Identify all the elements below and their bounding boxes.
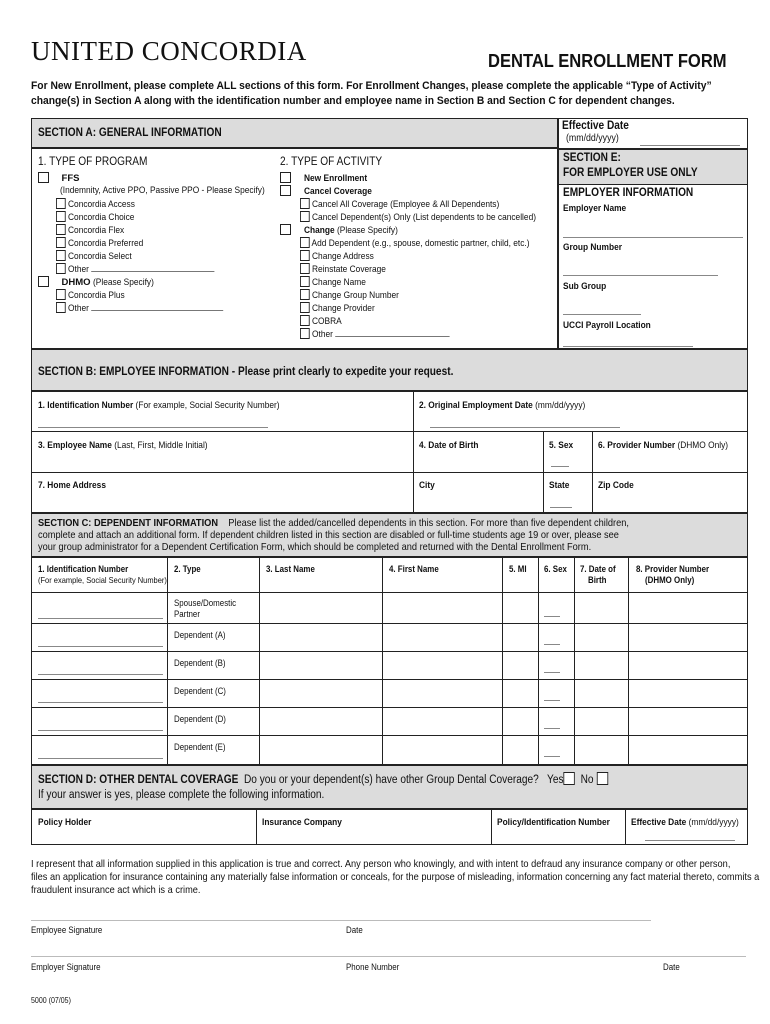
dependent-id-input[interactable] xyxy=(38,674,163,675)
option-label: Change Group Number xyxy=(312,290,399,301)
dob-label: 4. Date of Birth xyxy=(419,440,479,451)
employee-signature-label: Employee Signature xyxy=(31,925,103,935)
city-label: City xyxy=(419,480,435,491)
section-c-title: SECTION C: DEPENDENT INFORMATION xyxy=(38,517,219,529)
sub-group-label: Sub Group xyxy=(563,281,607,292)
new-enrollment-label: New Enrollment xyxy=(304,173,368,184)
section-c-line-1 xyxy=(38,517,742,529)
change-option xyxy=(300,276,366,288)
ffs-row xyxy=(38,172,79,184)
section-c-text-1: Please list the added/cancelled dependents in this section. For more than five dependent children, xyxy=(228,517,629,529)
divider xyxy=(31,679,748,680)
zip-code-label: Zip Code xyxy=(598,480,634,491)
policy-holder-label: Policy Holder xyxy=(38,817,92,828)
section-c-text xyxy=(38,517,742,553)
program-heading: 1. TYPE OF PROGRAM xyxy=(38,156,148,168)
dependent-sex-input[interactable] xyxy=(544,700,560,701)
section-c-line-2: complete and attach an additional form. If dependent children listed in this section are disabled or full-time students age 19 or over, please see xyxy=(38,529,619,541)
option-label: Cancel Dependent(s) Only (List dependents to be cancelled) xyxy=(312,212,537,223)
effective-date-d-note: (mm/dd/yyyy) xyxy=(688,817,739,828)
divider xyxy=(538,556,539,765)
col-sex-label: 6. Sex xyxy=(544,564,567,574)
dependent-sex-input[interactable] xyxy=(544,616,560,617)
change-option xyxy=(300,263,386,275)
ffs-option xyxy=(56,198,135,210)
divider xyxy=(625,808,626,845)
id-number-label: 1. Identification Number xyxy=(38,400,134,411)
orig-date-label-group xyxy=(419,400,585,411)
sub-group-input[interactable] xyxy=(563,314,641,315)
option-label: Concordia Flex xyxy=(68,225,125,236)
cancel-option xyxy=(300,211,536,223)
intro-text xyxy=(31,79,712,109)
state-label: State xyxy=(549,480,570,491)
checkbox[interactable] xyxy=(56,198,66,209)
dependent-sex-input[interactable] xyxy=(544,756,560,757)
checkbox[interactable] xyxy=(56,263,66,274)
provider-label: 6. Provider Number xyxy=(598,440,676,451)
employee-name-label: 3. Employee Name xyxy=(38,440,112,451)
ffs-option xyxy=(56,263,214,275)
attestation-text xyxy=(31,858,770,897)
divider xyxy=(543,431,544,513)
checkbox[interactable] xyxy=(300,211,310,222)
dependent-sex-input[interactable] xyxy=(544,644,560,645)
company-logo: UNITED CONCORDIA xyxy=(31,36,307,66)
state-input[interactable] xyxy=(550,507,572,508)
divider xyxy=(31,390,748,392)
dependent-type-label: Dependent (D) xyxy=(174,714,226,724)
checkbox[interactable] xyxy=(300,289,310,300)
intro-line-1: For New Enrollment, please complete ALL sections of this form. For Enrollment Changes, please complete the applicable “Type of Activity” xyxy=(31,80,712,92)
orig-date-label: 2. Original Employment Date xyxy=(419,400,533,411)
provider-note: (DHMO Only) xyxy=(677,440,729,451)
new-enrollment-row xyxy=(280,172,291,184)
divider xyxy=(167,556,168,765)
divider xyxy=(592,431,593,513)
cancel-option xyxy=(300,198,499,210)
divider xyxy=(557,184,748,185)
home-address-label: 7. Home Address xyxy=(38,480,106,491)
ffs-option xyxy=(56,237,143,249)
activity-heading: 2. TYPE OF ACTIVITY xyxy=(280,156,383,168)
divider xyxy=(31,735,748,736)
attestation-line-3: fraudulent insurance act which is a crime. xyxy=(31,884,201,896)
divider xyxy=(31,808,748,810)
ffs-note: (Indemnity, Active PPO, Passive PPO - Please Specify) xyxy=(60,185,265,196)
dhmo-label: DHMO xyxy=(61,277,91,288)
divider xyxy=(31,592,748,593)
change-option xyxy=(300,315,342,327)
checkbox[interactable] xyxy=(56,289,66,300)
checkbox[interactable] xyxy=(300,263,310,274)
checkbox[interactable] xyxy=(56,302,66,313)
dhmo-row xyxy=(38,276,162,288)
section-e-subtitle: FOR EMPLOYER USE ONLY xyxy=(563,167,698,179)
new-enrollment-checkbox[interactable] xyxy=(280,172,291,183)
dependent-type-label: Dependent (B) xyxy=(174,658,226,668)
section-c-line-3: your group administrator for a Dependent Certification Form, which should be completed and returned with the Dental Enrollment Form. xyxy=(38,541,592,553)
dhmo-checkbox[interactable] xyxy=(38,276,49,287)
phone-number-label: Phone Number xyxy=(346,962,400,972)
id-number-label-group xyxy=(38,400,280,411)
no-label: No xyxy=(580,774,594,786)
checkbox[interactable] xyxy=(56,237,66,248)
id-number-input[interactable] xyxy=(38,427,268,428)
change-label-group xyxy=(304,225,398,236)
change-option xyxy=(300,237,530,249)
option-label: Change Provider xyxy=(312,303,375,314)
effective-date-label: Effective Date xyxy=(562,120,629,132)
effective-date-format: (mm/dd/yyyy) xyxy=(566,133,619,144)
other-input[interactable] xyxy=(91,271,214,272)
divider xyxy=(31,651,748,652)
change-note: (Please Specify) xyxy=(336,225,398,236)
no-checkbox[interactable] xyxy=(596,772,607,785)
checkbox[interactable] xyxy=(300,276,310,287)
dependent-id-input[interactable] xyxy=(38,618,163,619)
employer-signature-line[interactable] xyxy=(31,956,746,957)
attestation-line-1: I represent that all information supplied in this application is true and correct. Any person who knowingly, and with intent to defraud any insurance company or other person, xyxy=(31,858,731,870)
cancel-coverage-label: Cancel Coverage xyxy=(304,186,372,197)
divider xyxy=(502,556,503,765)
option-label: Concordia Choice xyxy=(68,212,135,223)
dependent-type-label: Dependent (C) xyxy=(174,686,226,696)
yes-label: Yes xyxy=(547,774,564,786)
option-label: Cancel All Coverage (Employee & All Dependents) xyxy=(312,199,500,210)
divider xyxy=(31,707,748,708)
dependent-id-input[interactable] xyxy=(38,730,163,731)
divider xyxy=(31,431,748,432)
option-label: Other xyxy=(68,264,89,275)
dependent-id-input[interactable] xyxy=(38,758,163,759)
group-number-input[interactable] xyxy=(563,275,718,276)
orig-date-input[interactable] xyxy=(430,427,620,428)
option-label: Concordia Select xyxy=(68,251,132,262)
checkbox[interactable] xyxy=(56,250,66,261)
option-label: COBRA xyxy=(312,316,342,327)
date-label-1: Date xyxy=(346,925,363,935)
yes-checkbox[interactable] xyxy=(564,772,575,785)
section-d-question: Do you or your dependent(s) have other Group Dental Coverage? xyxy=(243,774,539,786)
option-label: Change Address xyxy=(312,251,374,262)
section-e-title: SECTION E: xyxy=(563,152,621,164)
divider xyxy=(413,390,414,513)
effective-date-d-label: Effective Date xyxy=(631,817,687,828)
checkbox[interactable] xyxy=(300,302,310,313)
other-input[interactable] xyxy=(335,336,449,337)
dhmo-option xyxy=(56,302,223,314)
divider xyxy=(259,556,260,765)
option-label: Other xyxy=(312,329,333,340)
dhmo-option xyxy=(56,289,125,301)
col-id-label: 1. Identification Number xyxy=(38,564,129,574)
form-title: DENTAL ENROLLMENT FORM xyxy=(488,51,727,71)
employee-name-label-group xyxy=(38,440,208,451)
sex-input[interactable] xyxy=(551,466,569,467)
dependent-sex-input[interactable] xyxy=(544,728,560,729)
divider xyxy=(574,556,575,765)
cancel-coverage-row xyxy=(280,185,291,197)
option-label: Concordia Plus xyxy=(68,290,125,301)
col-dob-label-2: Birth xyxy=(588,575,607,585)
col-mi-label: 5. MI xyxy=(509,564,527,574)
change-label: Change xyxy=(304,225,335,236)
cancel-coverage-checkbox[interactable] xyxy=(280,185,291,196)
option-label: Reinstate Coverage xyxy=(312,264,386,275)
change-option xyxy=(300,302,375,314)
intro-line-2: change(s) in Section A along with the identification number and employee name in Section B and Section C for dependent changes. xyxy=(31,95,675,107)
col-first-name-label: 4. First Name xyxy=(389,564,439,574)
divider xyxy=(31,472,748,473)
col-provider-label-2: (DHMO Only) xyxy=(645,575,695,585)
employee-name-note: (Last, First, Middle Initial) xyxy=(114,440,208,451)
option-label: Other xyxy=(68,303,89,314)
orig-date-note: (mm/dd/yyyy) xyxy=(535,400,586,411)
ffs-option xyxy=(56,250,132,262)
effective-date-d-input[interactable] xyxy=(645,840,735,841)
divider xyxy=(628,556,629,765)
section-d-line-1 xyxy=(38,772,742,788)
payroll-location-input[interactable] xyxy=(563,346,693,347)
employer-name-label: Employer Name xyxy=(563,203,627,214)
effective-date-input[interactable] xyxy=(640,145,740,146)
dependent-type-label: Spouse/Domestic Partner xyxy=(174,598,237,619)
checkbox[interactable] xyxy=(300,198,310,209)
change-option xyxy=(300,289,399,301)
ffs-checkbox[interactable] xyxy=(38,172,49,183)
dependent-type-label: Dependent (A) xyxy=(174,630,226,640)
change-option xyxy=(300,328,450,340)
dependent-type-label: Dependent (E) xyxy=(174,742,226,752)
change-option xyxy=(300,250,374,262)
checkbox[interactable] xyxy=(56,211,66,222)
section-b-title: SECTION B: EMPLOYEE INFORMATION - Please print clearly to expedite your request. xyxy=(38,366,454,378)
divider xyxy=(491,808,492,845)
sex-label: 5. Sex xyxy=(549,440,574,451)
col-dob-label-1: 7. Date of xyxy=(580,564,616,574)
option-label: Concordia Access xyxy=(68,199,135,210)
other-input[interactable] xyxy=(91,310,223,311)
group-number-label: Group Number xyxy=(563,242,622,253)
checkbox[interactable] xyxy=(300,237,310,248)
checkbox[interactable] xyxy=(56,224,66,235)
dependent-id-input[interactable] xyxy=(38,646,163,647)
col-last-name-label: 3. Last Name xyxy=(266,564,315,574)
ffs-option xyxy=(56,224,124,236)
policy-number-label: Policy/Identification Number xyxy=(497,817,610,828)
divider xyxy=(382,556,383,765)
checkbox[interactable] xyxy=(300,250,310,261)
employer-name-input[interactable] xyxy=(563,237,743,238)
attestation-line-2: files an application for insurance containing any materially false information or conceals, for the purpose of misleading, information concerning any fact material thereto, commits a xyxy=(31,871,760,883)
option-label: Change Name xyxy=(312,277,366,288)
divider xyxy=(31,556,748,558)
ffs-label: FFS xyxy=(61,173,80,184)
payroll-location-label: UCCI Payroll Location xyxy=(563,320,651,331)
section-d-line-2: If your answer is yes, please complete the following information. xyxy=(38,789,325,801)
option-label: Add Dependent (e.g., spouse, domestic partner, child, etc.) xyxy=(311,238,530,249)
employee-signature-line[interactable] xyxy=(31,920,651,921)
section-d-title: SECTION D: OTHER DENTAL COVERAGE xyxy=(38,774,239,786)
divider xyxy=(31,623,748,624)
divider xyxy=(256,808,257,845)
change-checkbox[interactable] xyxy=(280,224,291,235)
col-provider-label-1: 8. Provider Number xyxy=(636,564,710,574)
dependent-sex-input[interactable] xyxy=(544,672,560,673)
form-code: 5000 (07/05) xyxy=(31,996,71,1005)
dependent-id-input[interactable] xyxy=(38,702,163,703)
effective-date-d-label-group xyxy=(631,817,739,828)
col-type-label: 2. Type xyxy=(174,564,201,574)
checkbox[interactable] xyxy=(300,315,310,326)
employer-info-heading: EMPLOYER INFORMATION xyxy=(563,187,694,199)
insurance-company-label: Insurance Company xyxy=(262,817,342,828)
section-a-title: SECTION A: GENERAL INFORMATION xyxy=(38,127,222,139)
option-label: Concordia Preferred xyxy=(68,238,144,249)
change-row xyxy=(280,224,291,236)
ffs-option xyxy=(56,211,134,223)
id-number-note: (For example, Social Security Number) xyxy=(135,400,280,411)
date-label-2: Date xyxy=(663,962,680,972)
divider xyxy=(31,147,558,149)
checkbox[interactable] xyxy=(300,328,310,339)
col-id-note: (For example, Social Security Number) xyxy=(38,575,167,585)
dhmo-note: (Please Specify) xyxy=(93,277,154,288)
employer-signature-label: Employer Signature xyxy=(31,962,101,972)
provider-label-group xyxy=(598,440,728,451)
